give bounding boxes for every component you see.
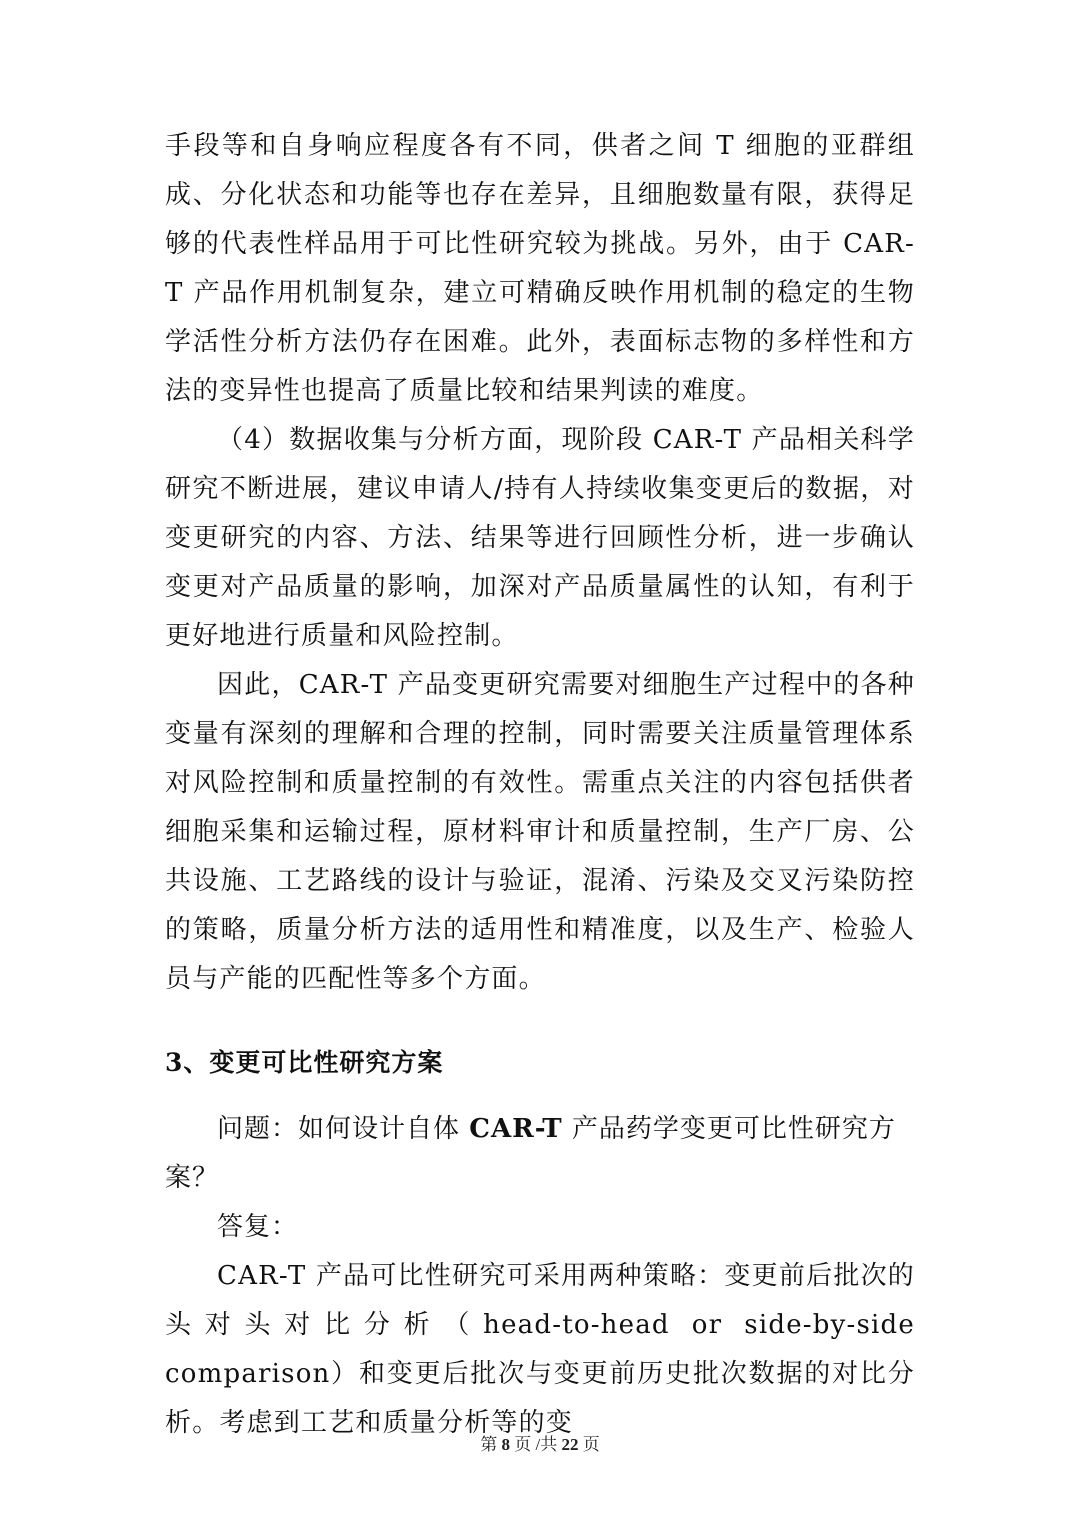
page-number: 8: [501, 1435, 510, 1454]
page-footer: [0, 1430, 1080, 1455]
page-content: [165, 122, 915, 1448]
question-suffix: 产品药学变更可比性研究方案？: [165, 1114, 896, 1193]
answer-paragraph: CAR-T 产品可比性研究可采用两种策略：变更前后批次的头对头对比分析（head-to-head or side-by-side comparison）和变更后批次与变更前历史批次数据的对比分析。考虑到工艺和质量分析等的变: [165, 1261, 915, 1438]
section-heading: 3、变更可比性研究方案: [165, 1048, 444, 1077]
page-total: 22: [561, 1435, 579, 1454]
answer-label: 答复：: [217, 1212, 299, 1242]
question-prefix: 问题：如何设计自体: [217, 1114, 470, 1144]
paragraph-conclusion: 因此，CAR-T 产品变更研究需要对细胞生产过程中的各种变量有深刻的理解和合理的控制，同时需要关注质量管理体系对风险控制和质量控制的有效性。需重点关注的内容包括供者细胞采集和运输过程，原材料审计和质量控制，生产厂房、公共设施、工艺路线的设计与验证，混淆、污染及交叉污染防控的策略，质量分析方法的适用性和精准度，以及生产、检验人员与产能的匹配性等多个方面。: [165, 670, 915, 994]
question-line: [165, 1105, 915, 1203]
footer-middle: 页 /共: [510, 1435, 562, 1454]
footer-prefix: 第: [480, 1435, 502, 1454]
question-bold-term: CAR-T: [469, 1114, 563, 1144]
paragraph-continuation: 手段等和自身响应程度各有不同，供者之间 T 细胞的亚群组成、分化状态和功能等也存在差异，且细胞数量有限，获得足够的代表性样品用于可比性研究较为挑战。另外，由于 CAR-T 产品作用机制复杂，建立可精确反映作用机制的稳定的生物学活性分析方法仍存在困难。此外，表面标志物的多样性和方法的变异性也提高了质量比较和结果判读的难度。: [165, 131, 915, 406]
qa-block: [165, 1105, 915, 1448]
paragraph-data-collection: （4）数据收集与分析方面，现阶段 CAR-T 产品相关科学研究不断进展，建议申请人/持有人持续收集变更后的数据，对变更研究的内容、方法、结果等进行回顾性分析，进一步确认变更对产品质量的影响，加深对产品质量属性的认知，有利于更好地进行质量和风险控制。: [165, 425, 915, 651]
footer-suffix: 页: [578, 1435, 600, 1454]
